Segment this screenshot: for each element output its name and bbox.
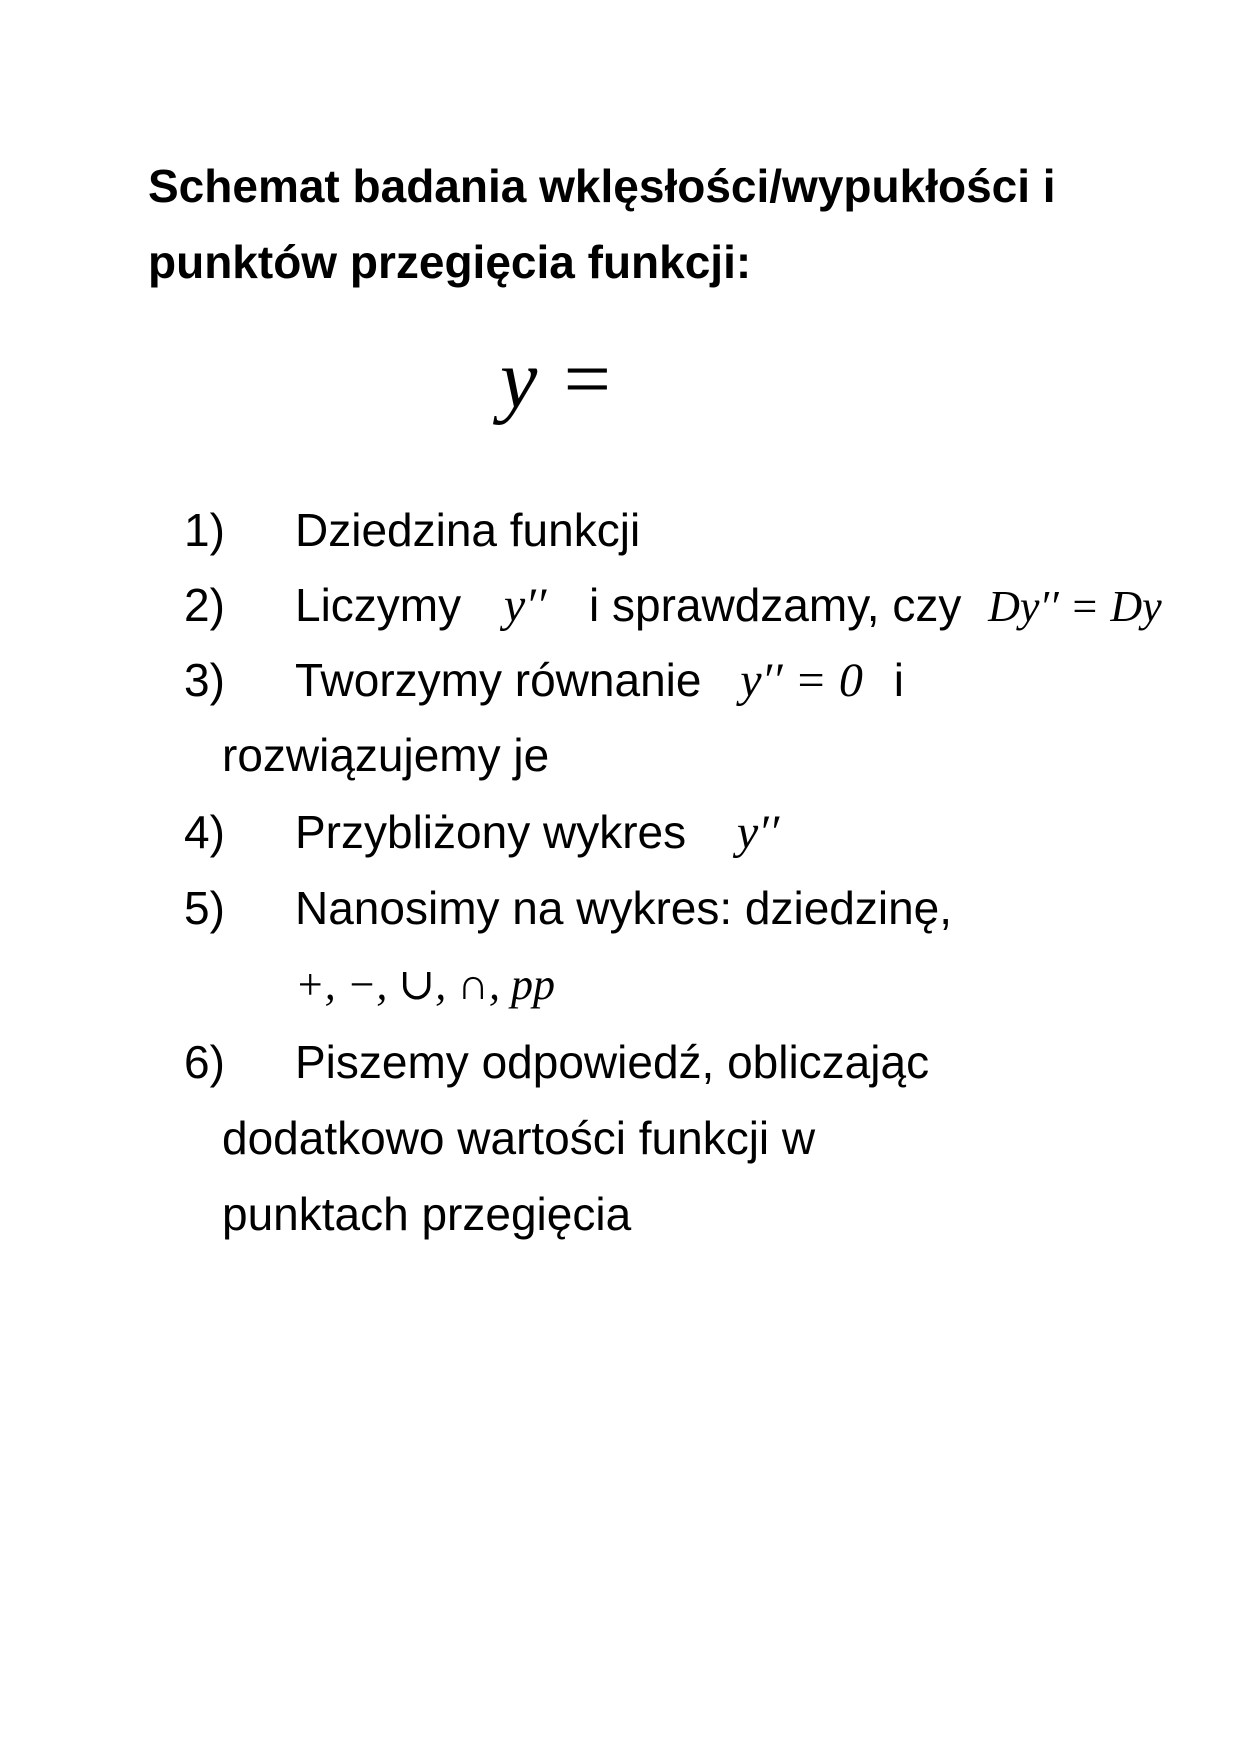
equation-math: y′′ = 0 [740,654,863,707]
second-derivative-math: y′′ [503,579,547,632]
title-line-2: punktów przegięcia funkcji: [148,236,752,288]
step-text: Dziedzina funkcji [295,504,641,556]
step-text [295,575,1162,637]
step-continuation: rozwiązujemy je [222,729,550,781]
step-number: 1) [184,504,225,556]
step-text: Piszemy odpowiedź, obliczając [295,1036,930,1088]
step-continuation: punktach przegięcia [222,1188,632,1240]
step-text-part: i sprawdzamy, czy [589,579,962,631]
step-text [295,650,904,711]
step-text-part: Przybliżony wykres [295,806,687,858]
step-number: 2) [184,579,225,631]
step-text [295,802,779,863]
step-continuation: dodatkowo wartości funkcji w [222,1112,816,1164]
step-number: 6) [184,1036,225,1088]
title-line-1: Schemat badania wklęsłości/wypukłości i [148,160,1056,212]
function-formula: y = [500,333,615,426]
step-number: 4) [184,806,225,858]
domain-equality-math: Dy′′ = Dy [988,582,1162,631]
step-number: 5) [184,882,225,934]
step-number: 3) [184,654,225,706]
step-text-part: i [893,654,904,706]
second-derivative-math: y′′ [736,806,780,859]
step-text-part: Tworzymy równanie [295,654,702,706]
step-text-part: Liczymy [295,579,462,631]
step-text: Nanosimy na wykres: dziedzinę, [295,882,953,934]
sign-symbols-math: +, −, ∪, ∩, pp [295,960,556,1009]
